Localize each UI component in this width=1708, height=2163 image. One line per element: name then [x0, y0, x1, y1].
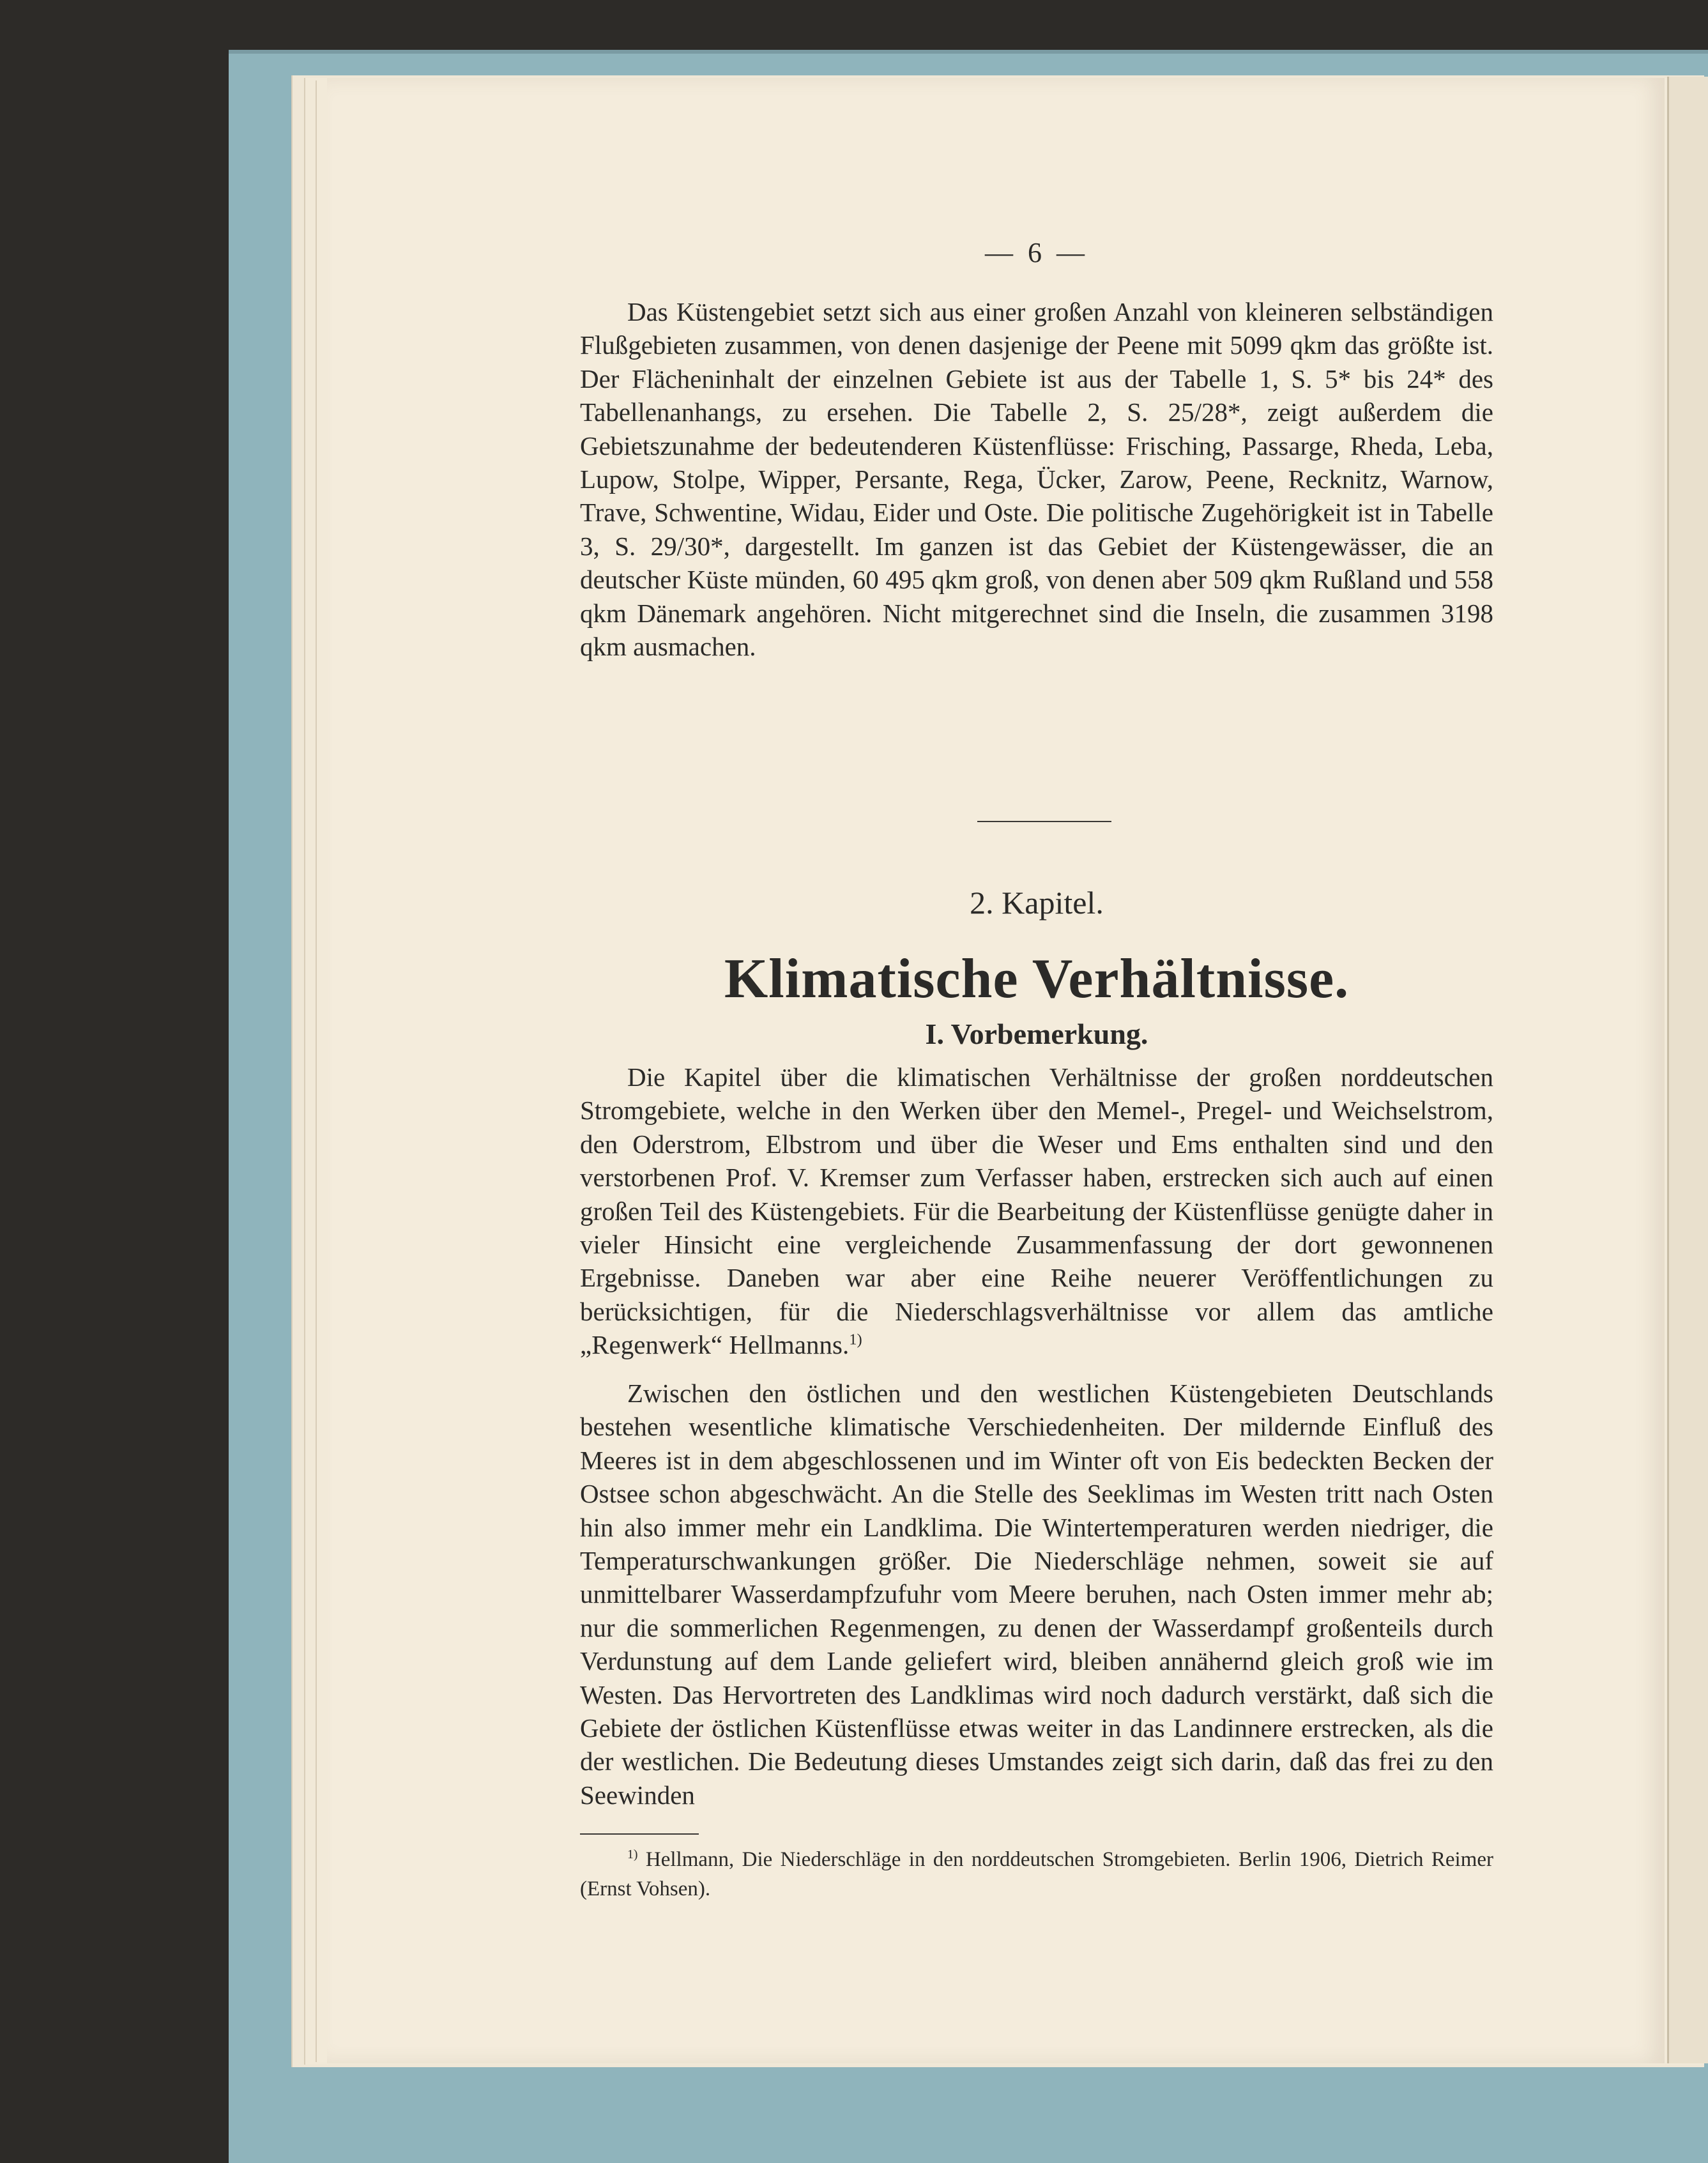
footnote-reference[interactable]: 1) — [849, 1331, 862, 1349]
intro-paragraph: Das Küstengebiet setzt sich aus einer großen Anzahl von kleineren selbständigen Flußgebieten zusammen, von denen dasjenige der Peene mit 5099 qkm das größte ist. Der Flächeninhalt der einzelnen Gebiete ist aus der Tabelle 1, S. 5* bis 24* des Tabellenanhangs, zu ersehen. Die Tabelle 2, S. 25/28*, zeigt außerdem die Gebietszunahme der bedeutenderen Küstenflüsse: Frisching, Passarge, Rheda, Leba, Lupow, Stolpe, Wipper, Persante, Rega, Ücker, Zarow, Peene, Recknitz, Warnow, Trave, Schwentine, Widau, Eider und Oste. Die politische Zugehörigkeit ist in Tabelle 3, S. 29/30*, dargestellt. Im ganzen ist das Gebiet der Küstengewässer, die an deutscher Küste münden, 60 495 qkm groß, von denen aber 509 qkm Rußland und 558 qkm Dänemark angehören. Nicht mitgerechnet sind die Inseln, die zusammen 3198 qkm ausmachen. — [580, 297, 1493, 662]
body-paragraph-2: Zwischen den östlichen und den westlichen Küstengebieten Deutschlands bestehen wesentliche klimatische Verschiedenheiten. Der mildernde Einfluß des Meeres ist in dem abgeschlossenen und im Winter oft von Eis bedeckten Becken der Ostsee schon abgeschwächt. An die Stelle des Seeklimas im Westen tritt nach Osten hin also immer mehr ein Landklima. Die Wintertemperaturen werden niedriger, die Temperaturschwankungen größer. Die Niederschläge nehmen, soweit sie auf unmittelbarer Wasserdampfzufuhr vom Meere beruhen, nach Osten immer mehr ab; nur die sommerlichen Regenmengen, zu denen der Wasserdampf großenteils durch Verdunstung auf dem Lande geliefert wird, bleiben annähernd gleich groß wie im Westen. Das Hervortreten des Landklimas wird noch dadurch verstärkt, daß sich die Gebiete der östlichen Küstenflüsse etwas weiter in das Landinnere erstrecken, als die der westlichen. Die Bedeutung dieses Umstandes zeigt sich darin, daß das frei zu den Seewinden — [580, 1379, 1493, 1810]
body-paragraph-1-text: Die Kapitel über die klimatischen Verhältnisse der großen norddeutschen Stromgebiete, welche in den Werken über den Memel-, Pregel- und Weichselstrom, den Oderstrom, Elbstrom und über die Weser und Ems enthalten sind und den verstorbenen Prof. V. Kremser zum Verfasser haben, erstrecken sich auch auf einen großen Teil des Küstengebiets. Für die Bearbeitung der Küstenflüsse genügte daher in vieler Hinsicht eine vergleichende Zusammenfassung der dort gewonnenen Ergebnisse. Daneben war aber eine Reihe neuerer Veröffentlichungen zu berücksichtigen, für die Niederschlagsverhältnisse vor allem das amtliche „Regenwerk“ Hellmanns. — [580, 1062, 1493, 1360]
footnote-divider — [580, 1833, 699, 1835]
body-paragraph-1 — [580, 1060, 1493, 1362]
section-title: I. Vorbemerkung. — [925, 1018, 1148, 1050]
page-number: — 6 — — [985, 237, 1088, 268]
chapter-number: 2. Kapitel. — [970, 885, 1104, 921]
facing-page-edge — [1667, 77, 1708, 2063]
chapter-title: Klimatische Verhältnisse. — [724, 948, 1350, 1010]
footnote-marker: 1) — [627, 1847, 638, 1861]
book-page — [327, 78, 1665, 2063]
footnote — [580, 1845, 1493, 1904]
footnote-text: Hellmann, Die Niederschläge in den norddeutschen Stromgebieten. Berlin 1906, Dietrich Reimer (Ernst Vohsen). — [580, 1848, 1493, 1900]
section-divider — [977, 821, 1111, 822]
